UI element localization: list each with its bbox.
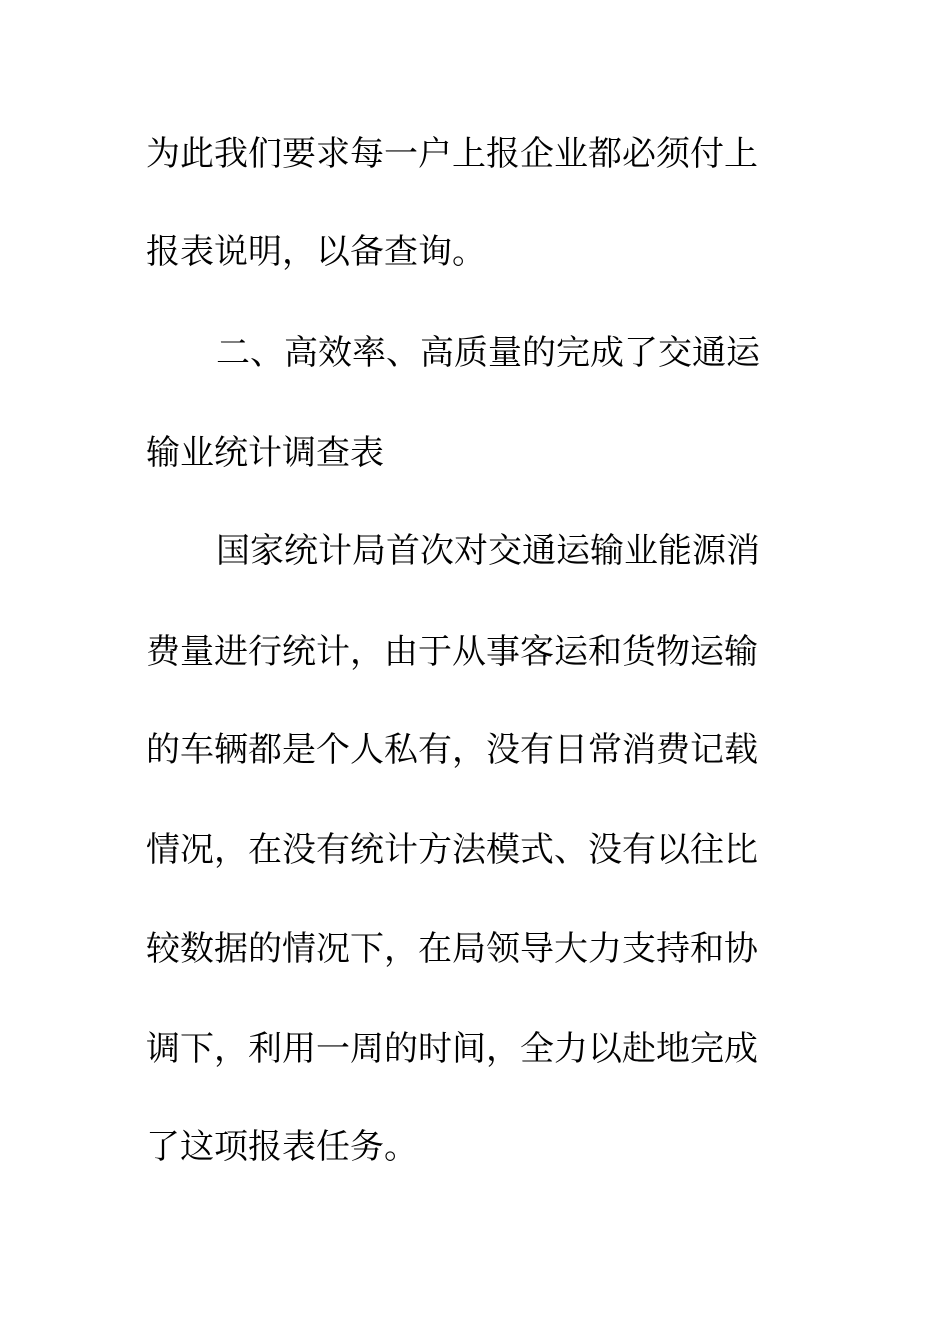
- section-heading-continued: 输业统计调查表: [146, 433, 384, 473]
- text-line: 费量进行统计，由于从事客运和货物运输: [146, 632, 758, 672]
- text-line: 较数据的情况下，在局领导大力支持和协: [146, 929, 758, 969]
- text-line: 调下，利用一周的时间，全力以赴地完成: [146, 1029, 758, 1069]
- text-line: 情况，在没有统计方法模式、没有以往比: [146, 830, 758, 870]
- text-line: 的车辆都是个人私有，没有日常消费记载: [146, 730, 758, 770]
- text-line: 报表说明，以备查询。: [146, 232, 486, 272]
- text-line: 了这项报表任务。: [146, 1127, 418, 1167]
- section-heading: 二、高效率、高质量的完成了交通运: [216, 333, 760, 373]
- text-line: 国家统计局首次对交通运输业能源消: [216, 531, 760, 571]
- text-line: 为此我们要求每一户上报企业都必须付上: [146, 134, 758, 174]
